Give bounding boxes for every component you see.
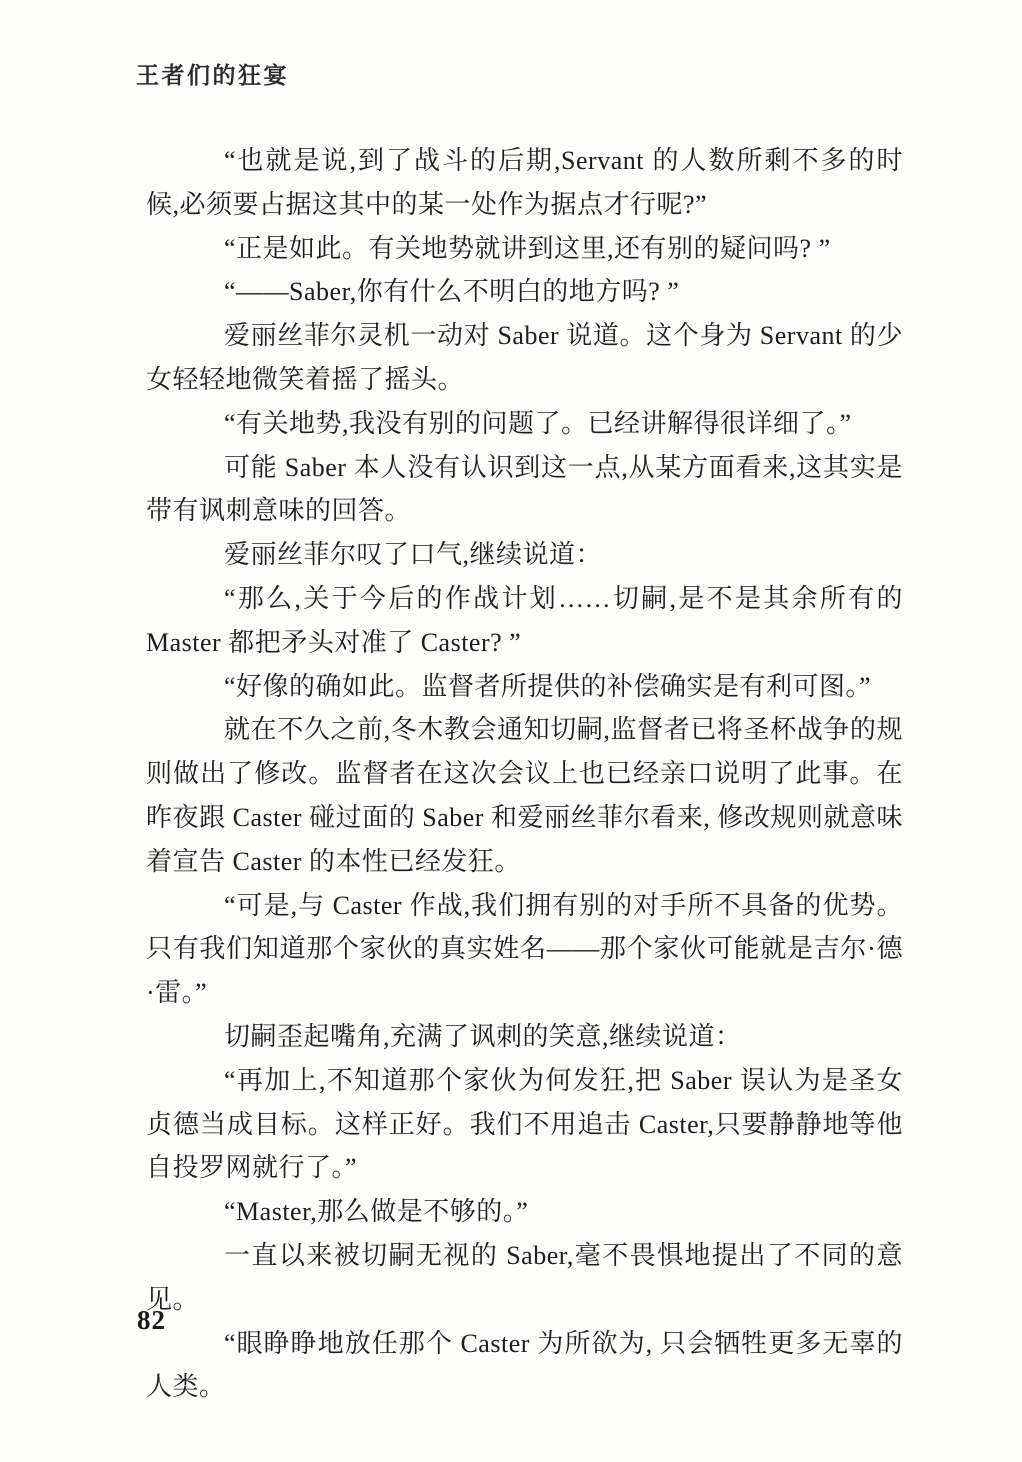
paragraph: “Master,那么做是不够的。” bbox=[224, 1197, 529, 1227]
paragraph: “好像的确如此。监督者所提供的补偿确实是有利可图。” bbox=[224, 671, 872, 701]
paragraph: 就在不久之前,冬木教会通知切嗣,监督者已将圣杯战争的规则做出了修改。监督者在这次会议上也已经亲口说明了此事。在昨夜跟 Caster 碰过面的 Saber 和爱丽丝菲尔看来, 修改规则就意味着宣告 Caster 的本性已经发狂。 bbox=[146, 715, 903, 876]
paragraph: 爱丽丝菲尔叹了口气,继续说道： bbox=[224, 540, 603, 570]
paragraph: “那么,关于今后的作战计划……切嗣,是不是其余所有的 Master 都把矛头对准了 Caster? ” bbox=[146, 583, 903, 657]
paragraph: 切嗣歪起嘴角,充满了讽刺的笑意,继续说道： bbox=[224, 1021, 742, 1051]
paragraph: “眼睁睁地放任那个 Caster 为所欲为, 只会牺牲更多无辜的人类。 bbox=[146, 1328, 903, 1402]
running-header: 王者们的狂宴 bbox=[136, 63, 289, 88]
paragraph: “可是,与 Caster 作战,我们拥有别的对手所不具备的优势。只有我们知道那个家伙的真实姓名——那个家伙可能就是吉尔·德·雷。” bbox=[146, 890, 903, 1008]
page-number: 82 bbox=[137, 1305, 166, 1335]
paragraph: “也就是说,到了战斗的后期,Servant 的人数所剩不多的时候,必须要占据这其中的某一处作为据点才行呢?” bbox=[146, 146, 903, 219]
paragraph: “正是如此。有关地势就讲到这里,还有别的疑问吗? ” bbox=[224, 233, 831, 263]
paragraph: “——Saber,你有什么不明白的地方吗? ” bbox=[224, 277, 680, 307]
paragraph: “有关地势,我没有别的问题了。已经讲解得很详细了。” bbox=[224, 408, 852, 438]
paragraph: “再加上,不知道那个家伙为何发狂,把 Saber 误认为是圣女贞德当成目标。这样正好。我们不用追击 Caster,只要静静地等他自投罗网就行了。” bbox=[146, 1065, 903, 1183]
paragraph: 可能 Saber 本人没有认识到这一点,从某方面看来,这其实是带有讽刺意味的回答。 bbox=[146, 452, 903, 526]
paragraph: 一直以来被切嗣无视的 Saber,毫不畏惧地提出了不同的意见。 bbox=[146, 1240, 903, 1314]
paragraph: 爱丽丝菲尔灵机一动对 Saber 说道。这个身为 Servant 的少女轻轻地微笑着摇了摇头。 bbox=[146, 321, 903, 394]
body-text bbox=[146, 139, 903, 1409]
